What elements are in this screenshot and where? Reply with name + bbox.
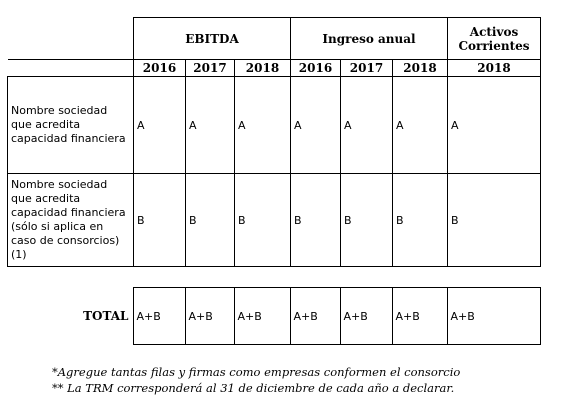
value-cell: A [393,77,448,174]
year-header: 2018 [235,60,291,77]
header-activos-line2: Corrientes [458,38,530,53]
year-header: 2017 [341,60,393,77]
value-cell: B [291,174,341,267]
total-value-cell: A+B [234,288,290,345]
total-value-cell: A+B [133,288,185,345]
year-header: 2016 [134,60,186,77]
value-cell: B [235,174,291,267]
year-header: 2018 [448,60,541,77]
value-cell: A [448,77,541,174]
total-value-cell: A+B [340,288,392,345]
value-cell: A [235,77,291,174]
table-row [8,77,541,174]
value-cell: A [291,77,341,174]
footnotes [52,364,460,396]
total-value-cell: A+B [447,288,540,345]
financial-capacity-table [7,17,541,267]
value-cell: A [186,77,235,174]
value-cell: B [393,174,448,267]
footnote-trm: ** La TRM corresponderá al 31 de diciembre de cada año a declarar. [52,381,455,395]
row-label: Nombre sociedad que acredita capacidad financiera (sólo si aplica en caso de consorcios) (1) [8,174,134,267]
total-value-cell: A+B [185,288,234,345]
total-value-cell: A+B [290,288,340,345]
footnote-consorcio: *Agregue tantas filas y firmas como empresas conformen el consorcio [52,365,461,379]
corner-cell-2 [8,60,134,77]
header-ebitda: EBITDA [134,18,291,60]
value-cell: A [341,77,393,174]
total-table [7,287,541,345]
row-label: Nombre sociedad que acredita capacidad financiera [8,77,134,174]
value-cell: B [186,174,235,267]
value-cell: B [134,174,186,267]
corner-cell [8,18,134,60]
total-row [7,288,540,345]
year-header: 2017 [186,60,235,77]
total-value-cell: A+B [392,288,447,345]
header-activos-corrientes [448,18,541,60]
value-cell: B [341,174,393,267]
total-label: TOTAL [7,288,133,345]
value-cell: A [134,77,186,174]
header-ingreso-anual: Ingreso anual [291,18,448,60]
year-header: 2018 [393,60,448,77]
year-header: 2016 [291,60,341,77]
table-row [8,174,541,267]
header-activos-line1: Activos [469,24,519,39]
value-cell: B [448,174,541,267]
